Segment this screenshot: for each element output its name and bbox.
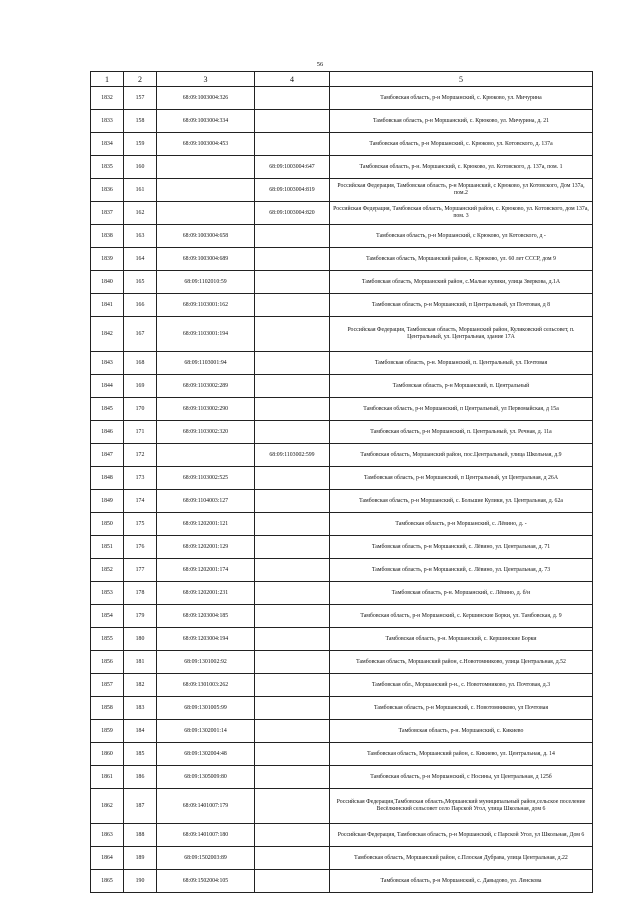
- row-number-cell: 1834: [91, 133, 124, 156]
- table-row: [91, 490, 593, 513]
- cadastral-number-cell: 68:09:1103002:290: [157, 398, 255, 421]
- table-row: [91, 444, 593, 467]
- row-index-cell: 186: [124, 766, 157, 789]
- premises-number-cell: [255, 317, 330, 352]
- cadastral-number-cell: 68:09:1103001:162: [157, 294, 255, 317]
- row-number-cell: 1843: [91, 352, 124, 375]
- cadastral-number-cell: 68:09:1301005:99: [157, 697, 255, 720]
- table-row: [91, 720, 593, 743]
- premises-number-cell: 68:09:1003004:820: [255, 202, 330, 225]
- row-number-cell: 1859: [91, 720, 124, 743]
- row-index-cell: 179: [124, 605, 157, 628]
- cadastral-number-cell: 68:09:1401007:180: [157, 824, 255, 847]
- address-cell: Тамбовская область, р-н Моршанский, с. Давыдово, ул. Ленскова: [330, 870, 593, 893]
- cadastral-number-cell: 68:09:1502004:105: [157, 870, 255, 893]
- cadastral-number-cell: 68:09:1203004:194: [157, 628, 255, 651]
- row-number-cell: 1853: [91, 582, 124, 605]
- cadastral-number-cell: 68:09:1202001:231: [157, 582, 255, 605]
- row-index-cell: 190: [124, 870, 157, 893]
- table-row: [91, 674, 593, 697]
- premises-number-cell: [255, 697, 330, 720]
- premises-number-cell: 68:09:1003004:819: [255, 179, 330, 202]
- row-number-cell: 1861: [91, 766, 124, 789]
- table-row: [91, 697, 593, 720]
- row-number-cell: 1849: [91, 490, 124, 513]
- row-number-cell: 1860: [91, 743, 124, 766]
- column-header-4: 4: [255, 72, 330, 87]
- row-number-cell: 1844: [91, 375, 124, 398]
- address-cell: Тамбовская область, р-н Моршанский, с. Кершинские Борки, ул. Тамбовская, д. 9: [330, 605, 593, 628]
- row-number-cell: 1833: [91, 110, 124, 133]
- row-index-cell: 189: [124, 847, 157, 870]
- row-number-cell: 1836: [91, 179, 124, 202]
- cadastral-number-cell: 68:09:1301003:262: [157, 674, 255, 697]
- row-index-cell: 164: [124, 248, 157, 271]
- address-cell: Российская Федерация, Тамбовская область, р-н Моршанский, с Парской Угол, ул Школьная, Дом 6: [330, 824, 593, 847]
- cadastral-number-cell: 68:09:1003004:326: [157, 87, 255, 110]
- cadastral-number-cell: 68:09:1302001:14: [157, 720, 255, 743]
- table-row: [91, 225, 593, 248]
- table-row: [91, 743, 593, 766]
- premises-number-cell: [255, 847, 330, 870]
- address-cell: Тамбовская область, р-н Моршанский, с Крюково, ул Котовского, д -: [330, 225, 593, 248]
- premises-number-cell: [255, 225, 330, 248]
- address-cell: Тамбовская область, Моршанский район, с.Малые кулики, улица Зверкова, д.1А: [330, 271, 593, 294]
- table-row: [91, 766, 593, 789]
- registry-table: [90, 71, 593, 893]
- column-header-3: 3: [157, 72, 255, 87]
- row-number-cell: 1851: [91, 536, 124, 559]
- table-row: [91, 156, 593, 179]
- row-number-cell: 1855: [91, 628, 124, 651]
- premises-number-cell: [255, 421, 330, 444]
- address-cell: Тамбовская область, р-н. Моршанский, с. Лёвино, д. б/н: [330, 582, 593, 605]
- address-cell: Тамбовская область, Моршанский район, с.Новотомниково, улица Центральная, д.52: [330, 651, 593, 674]
- cadastral-number-cell: 68:09:1103002:289: [157, 375, 255, 398]
- table-row: [91, 605, 593, 628]
- table-row: [91, 375, 593, 398]
- row-index-cell: 180: [124, 628, 157, 651]
- premises-number-cell: [255, 352, 330, 375]
- address-cell: Тамбовская область, р-н Моршанский, с. Большие Кулики, ул. Центральная, д. 62а: [330, 490, 593, 513]
- address-cell: Тамбовская область, р-н Моршанский, с. Крюково, ул. Мичурина: [330, 87, 593, 110]
- row-index-cell: 173: [124, 467, 157, 490]
- cadastral-number-cell: 68:09:1401007:179: [157, 789, 255, 824]
- row-index-cell: 165: [124, 271, 157, 294]
- table-row: [91, 248, 593, 271]
- address-cell: Тамбовская область, р-н Моршанский, п. Центральный: [330, 375, 593, 398]
- row-number-cell: 1864: [91, 847, 124, 870]
- premises-number-cell: 68:09:1103002:599: [255, 444, 330, 467]
- table-row: [91, 352, 593, 375]
- row-index-cell: 187: [124, 789, 157, 824]
- table-row: [91, 870, 593, 893]
- column-header-1: 1: [91, 72, 124, 87]
- premises-number-cell: [255, 766, 330, 789]
- column-header-2: 2: [124, 72, 157, 87]
- table-row: [91, 294, 593, 317]
- premises-number-cell: [255, 720, 330, 743]
- row-index-cell: 160: [124, 156, 157, 179]
- row-index-cell: 171: [124, 421, 157, 444]
- row-number-cell: 1841: [91, 294, 124, 317]
- row-index-cell: 172: [124, 444, 157, 467]
- cadastral-number-cell: 68:09:1502003:89: [157, 847, 255, 870]
- row-number-cell: 1863: [91, 824, 124, 847]
- header-row: [91, 72, 593, 87]
- table-row: [91, 179, 593, 202]
- table-row: [91, 202, 593, 225]
- table-row: [91, 467, 593, 490]
- row-number-cell: 1848: [91, 467, 124, 490]
- premises-number-cell: [255, 375, 330, 398]
- row-number-cell: 1835: [91, 156, 124, 179]
- cadastral-number-cell: 68:09:1203004:185: [157, 605, 255, 628]
- premises-number-cell: [255, 110, 330, 133]
- row-index-cell: 170: [124, 398, 157, 421]
- premises-number-cell: [255, 559, 330, 582]
- cadastral-number-cell: 68:09:1202001:129: [157, 536, 255, 559]
- address-cell: Тамбовская область, р-н Моршанский, п. Центральный, ул. Речная, д. 11а: [330, 421, 593, 444]
- row-index-cell: 188: [124, 824, 157, 847]
- row-number-cell: 1862: [91, 789, 124, 824]
- premises-number-cell: [255, 536, 330, 559]
- address-cell: Тамбовская область, р-н Моршанский, с. Лёвино, д. -: [330, 513, 593, 536]
- address-cell: Тамбовская область, р-н Моршанский, с. Лёвино, ул. Центральная, д. 71: [330, 536, 593, 559]
- cadastral-number-cell: [157, 444, 255, 467]
- table-row: [91, 559, 593, 582]
- row-index-cell: 175: [124, 513, 157, 536]
- table-row: [91, 110, 593, 133]
- address-cell: Тамбовская область, Моршанский район, с.Плоская Дубрава, улица Центральная, д.22: [330, 847, 593, 870]
- cadastral-number-cell: 68:09:1103001:194: [157, 317, 255, 352]
- row-number-cell: 1847: [91, 444, 124, 467]
- column-header-5: 5: [330, 72, 593, 87]
- cadastral-number-cell: 68:09:1104003:127: [157, 490, 255, 513]
- address-cell: Тамбовская область, р-н Моршанский, п Центральный, ул Первомайская, д 15а: [330, 398, 593, 421]
- premises-number-cell: [255, 582, 330, 605]
- premises-number-cell: [255, 87, 330, 110]
- row-number-cell: 1842: [91, 317, 124, 352]
- premises-number-cell: [255, 271, 330, 294]
- address-cell: Российская Федерация,Тамбовская область,Моршанский муниципальный район,сельское поселение Весёлкинский сельсовет село Парской Угол, улица Школьная, дом 6: [330, 789, 593, 824]
- row-index-cell: 176: [124, 536, 157, 559]
- cadastral-number-cell: 68:09:1202001:121: [157, 513, 255, 536]
- row-index-cell: 178: [124, 582, 157, 605]
- premises-number-cell: [255, 398, 330, 421]
- cadastral-number-cell: 68:09:1103002:320: [157, 421, 255, 444]
- table-row: [91, 847, 593, 870]
- cadastral-number-cell: [157, 156, 255, 179]
- row-index-cell: 177: [124, 559, 157, 582]
- address-cell: Тамбовская область, Моршанский район, с. Крюково, ул. 60 лет СССР, дом 9: [330, 248, 593, 271]
- row-index-cell: 162: [124, 202, 157, 225]
- address-cell: Российская Федерация, Тамбовская область, Моршанский район, Куликовский сельсовет, п. Центральный, ул. Центральная, здание 17А: [330, 317, 593, 352]
- address-cell: Тамбовская область, р-н Моршанский, п Центральный, ул Почтовая, д 8: [330, 294, 593, 317]
- cadastral-number-cell: 68:09:1102010:59: [157, 271, 255, 294]
- row-number-cell: 1837: [91, 202, 124, 225]
- table-row: [91, 398, 593, 421]
- table-row: [91, 421, 593, 444]
- row-index-cell: 185: [124, 743, 157, 766]
- row-number-cell: 1857: [91, 674, 124, 697]
- cadastral-number-cell: 68:09:1003004:453: [157, 133, 255, 156]
- row-number-cell: 1839: [91, 248, 124, 271]
- premises-number-cell: [255, 870, 330, 893]
- address-cell: Тамбовская обл., Моршанский р-н., с. Новотомниково, ул. Почтовая, д.3: [330, 674, 593, 697]
- page-number: 56: [316, 61, 324, 68]
- row-index-cell: 182: [124, 674, 157, 697]
- address-cell: Тамбовская область, р-н Моршанский, с. Лёвино, ул. Центральная, д. 73: [330, 559, 593, 582]
- premises-number-cell: [255, 605, 330, 628]
- row-number-cell: 1854: [91, 605, 124, 628]
- cadastral-number-cell: 68:09:1305009:80: [157, 766, 255, 789]
- row-index-cell: 166: [124, 294, 157, 317]
- cadastral-number-cell: 68:09:1301002:92: [157, 651, 255, 674]
- address-cell: Тамбовская область, р-н Моршанский, с. Крюково, ул. Мичурина, д. 21: [330, 110, 593, 133]
- cadastral-number-cell: 68:09:1003004:689: [157, 248, 255, 271]
- cadastral-number-cell: 68:09:1103001:94: [157, 352, 255, 375]
- row-number-cell: 1846: [91, 421, 124, 444]
- address-cell: Тамбовская область, Моршанский район, пос.Центральный, улица Школьная, д.9: [330, 444, 593, 467]
- table-row: [91, 582, 593, 605]
- row-index-cell: 161: [124, 179, 157, 202]
- premises-number-cell: [255, 467, 330, 490]
- address-cell: Российская Федерация, Тамбовская область, р-н Моршанский, с Крюково, ул Котовского, Дом 137а, пом.2: [330, 179, 593, 202]
- cadastral-number-cell: 68:09:1202001:174: [157, 559, 255, 582]
- row-index-cell: 183: [124, 697, 157, 720]
- address-cell: Тамбовская область, Моршанский район, с. Кикиево, ул. Центральная, д. 14: [330, 743, 593, 766]
- table-row: [91, 87, 593, 110]
- row-index-cell: 181: [124, 651, 157, 674]
- row-index-cell: 167: [124, 317, 157, 352]
- premises-number-cell: [255, 294, 330, 317]
- address-cell: Тамбовская область, р-н. Моршанский, п. Центральный, ул. Почтовая: [330, 352, 593, 375]
- address-cell: Тамбовская область, р-н. Моршанский, с. Кершинские Борки: [330, 628, 593, 651]
- table-row: [91, 824, 593, 847]
- premises-number-cell: [255, 133, 330, 156]
- row-number-cell: 1845: [91, 398, 124, 421]
- address-cell: Тамбовская область, р-н Моршанский, с. Крюково, ул. Котовского, д. 137а: [330, 133, 593, 156]
- address-cell: Тамбовская область, р-н Моршанский, с Носины, ул Центральная, д 125б: [330, 766, 593, 789]
- table-row: [91, 513, 593, 536]
- cadastral-number-cell: [157, 202, 255, 225]
- row-index-cell: 158: [124, 110, 157, 133]
- premises-number-cell: 68:09:1003004:647: [255, 156, 330, 179]
- address-cell: Тамбовская область, р-н. Моршанский, с. Кикиево: [330, 720, 593, 743]
- row-number-cell: 1858: [91, 697, 124, 720]
- row-index-cell: 163: [124, 225, 157, 248]
- row-number-cell: 1852: [91, 559, 124, 582]
- cadastral-number-cell: 68:09:1003004:334: [157, 110, 255, 133]
- cadastral-number-cell: [157, 179, 255, 202]
- row-index-cell: 157: [124, 87, 157, 110]
- table-row: [91, 789, 593, 824]
- premises-number-cell: [255, 490, 330, 513]
- cadastral-number-cell: 68:09:1003004:658: [157, 225, 255, 248]
- premises-number-cell: [255, 674, 330, 697]
- table-row: [91, 651, 593, 674]
- table-row: [91, 271, 593, 294]
- premises-number-cell: [255, 513, 330, 536]
- table-row: [91, 317, 593, 352]
- row-number-cell: 1856: [91, 651, 124, 674]
- table-row: [91, 536, 593, 559]
- premises-number-cell: [255, 743, 330, 766]
- cadastral-number-cell: 68:09:1302004:48: [157, 743, 255, 766]
- address-cell: Российская Федерация, Тамбовская область, Моршанский район, с. Крюково, ул. Котовского, дом 137а, пом. 3: [330, 202, 593, 225]
- premises-number-cell: [255, 248, 330, 271]
- row-number-cell: 1832: [91, 87, 124, 110]
- address-cell: Тамбовская область, р-н. Моршанский, с. Крюково, ул. Котовского, д. 137а, пом. 1: [330, 156, 593, 179]
- row-index-cell: 169: [124, 375, 157, 398]
- premises-number-cell: [255, 651, 330, 674]
- address-cell: Тамбовская область, р-н Моршанский, с. Новотомниково, ул Почтовая: [330, 697, 593, 720]
- row-index-cell: 174: [124, 490, 157, 513]
- row-index-cell: 184: [124, 720, 157, 743]
- table-row: [91, 628, 593, 651]
- address-cell: Тамбовская область, р-н Моршанский, п Центральный, ул Центральная, д 26А: [330, 467, 593, 490]
- row-number-cell: 1840: [91, 271, 124, 294]
- row-number-cell: 1865: [91, 870, 124, 893]
- row-number-cell: 1838: [91, 225, 124, 248]
- table-row: [91, 133, 593, 156]
- premises-number-cell: [255, 789, 330, 824]
- premises-number-cell: [255, 824, 330, 847]
- row-number-cell: 1850: [91, 513, 124, 536]
- premises-number-cell: [255, 628, 330, 651]
- row-index-cell: 168: [124, 352, 157, 375]
- cadastral-number-cell: 68:09:1103002:525: [157, 467, 255, 490]
- row-index-cell: 159: [124, 133, 157, 156]
